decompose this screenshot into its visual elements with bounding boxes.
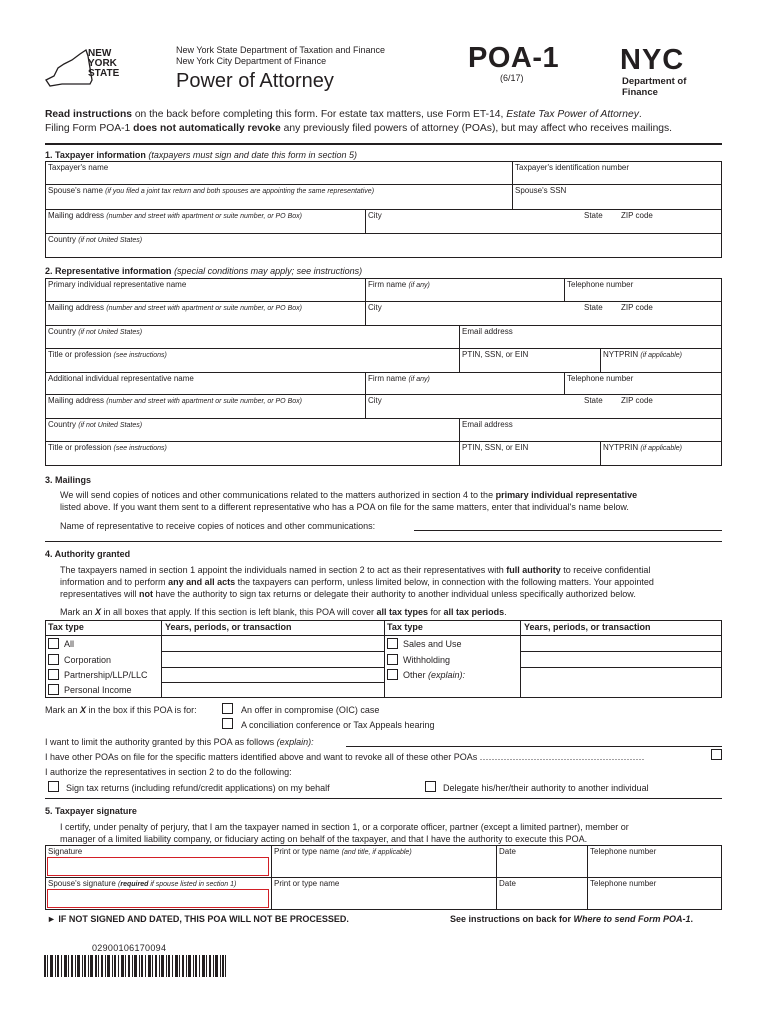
country-label: Country xyxy=(48,235,77,244)
state-label: State xyxy=(584,211,603,220)
revoke-text: I have other POAs on file for the specific matters identified above and want to revoke all of these other POAs xyxy=(45,752,478,762)
spouse-name-note: (if you filed a joint tax return and both spouses are appointing the same representative) xyxy=(105,188,375,195)
spouse-date-label: Date xyxy=(499,879,516,888)
s4-p2b: any and all acts xyxy=(168,577,236,587)
spouse-ssn-field[interactable] xyxy=(512,184,722,210)
primary-nytprin-field[interactable] xyxy=(600,348,722,373)
firm-label: Firm name xyxy=(368,280,407,289)
rep-mailing-label-2: Mailing address xyxy=(48,396,105,405)
taxpayer-mailing-field[interactable] xyxy=(45,209,366,234)
intro-bold: Read instructions xyxy=(45,109,132,120)
s4-p1b: full authority xyxy=(506,565,561,575)
firm-note: (if any) xyxy=(408,282,430,289)
section1-note: (taxpayers must sign and date this form in section 5) xyxy=(148,150,357,160)
spouse-sig-d: if spouse listed in section 1) xyxy=(148,881,237,888)
email-label-2: Email address xyxy=(462,420,513,429)
sign-returns-label: Sign tax returns (including refund/credit applications) on my behalf xyxy=(66,783,330,793)
limit-b: (explain): xyxy=(276,737,314,747)
form-revision: (6/17) xyxy=(500,73,524,83)
mark-e: all tax periods xyxy=(443,607,505,617)
tax-type-all: All xyxy=(64,639,75,649)
checkbox-conciliation[interactable] xyxy=(222,718,233,729)
title-label-2: Title or profession xyxy=(48,443,112,452)
date-label: Date xyxy=(499,847,516,856)
instr-c: . xyxy=(690,914,694,924)
additional-country-field[interactable] xyxy=(45,418,460,442)
section4-mark-instructions xyxy=(60,607,507,617)
checkbox-other[interactable] xyxy=(387,669,398,680)
additional-phone-field[interactable] xyxy=(564,372,722,395)
signature-label: Signature xyxy=(48,847,83,856)
agency-line1: New York State Department of Taxation and Finance xyxy=(176,45,385,55)
authorize-label: I authorize the representatives in section 2 to do the following: xyxy=(45,767,292,777)
section3-text1b: primary individual representative xyxy=(495,490,638,500)
checkbox-withholding[interactable] xyxy=(387,654,398,665)
checkbox-revoke[interactable] xyxy=(711,749,722,760)
section4-p1 xyxy=(60,565,650,575)
checkbox-sales-use[interactable] xyxy=(387,638,398,649)
phone-label: Telephone number xyxy=(567,280,634,289)
nytprin-label: NYTPRIN xyxy=(603,350,639,359)
intro2-rest: any previously filed powers of attorney (POAs), but may affect who receives mailings. xyxy=(280,123,673,134)
nys-logo-line3: STATE xyxy=(88,68,120,79)
mark-f: . xyxy=(504,607,507,617)
intro-italic: Estate Tax Power of Attorney xyxy=(506,109,639,120)
delegate-label: Delegate his/her/their authority to another individual xyxy=(443,783,649,793)
tax-type-other-label: Other xyxy=(403,670,426,680)
primary-email-field[interactable] xyxy=(459,325,722,349)
spouse-sig-a: Spouse's signature xyxy=(48,879,119,888)
spouse-signature-field[interactable] xyxy=(47,889,269,908)
s4-p2c: the taxpayers can perform, unless limited below, in connection with the following matters. Your appointed xyxy=(235,577,654,587)
primary-city-field[interactable] xyxy=(365,301,722,326)
section3-line2: listed above. If you want them sent to a different representative who has a POA on file for the same matters, enter that individual's name below. xyxy=(60,502,629,512)
tax-type-corporation: Corporation xyxy=(64,655,112,665)
checkbox-oic[interactable] xyxy=(222,703,233,714)
intro-line2 xyxy=(45,123,672,134)
rep-city-label: City xyxy=(368,303,382,312)
sig-phone-label: Telephone number xyxy=(590,847,657,856)
additional-city-field[interactable] xyxy=(365,394,722,419)
tax-type-table xyxy=(45,620,722,698)
section2-note: (special conditions may apply; see instructions) xyxy=(174,266,363,276)
mark-c: all tax types xyxy=(376,607,429,617)
rep-state-label-2: State xyxy=(584,396,603,405)
spouse-name-label: Spouse's name xyxy=(48,186,103,195)
divider xyxy=(45,541,722,542)
rep-mailing-note-2: (number and street with apartment or suite number, or PO Box) xyxy=(106,398,302,405)
instr-a: See instructions on back for xyxy=(450,914,574,924)
poa-for-label xyxy=(45,705,197,715)
mailing-label: Mailing address xyxy=(48,211,105,220)
rep-zip-label-2: ZIP code xyxy=(621,396,653,405)
primary-phone-field[interactable] xyxy=(564,278,722,302)
divider xyxy=(45,143,722,145)
mark-d: for xyxy=(428,607,444,617)
not-signed-warning: ► IF NOT SIGNED AND DATED, THIS POA WILL NOT BE PROCESSED. xyxy=(47,914,349,924)
title-note: (see instructions) xyxy=(113,352,167,359)
section3-heading: 3. Mailings xyxy=(45,475,92,485)
nys-logo-line1: NEW xyxy=(88,48,112,59)
rep-country-note: (if not United States) xyxy=(78,329,143,336)
poa-for-a: Mark an xyxy=(45,705,81,715)
primary-rep-name-label: Primary individual representative name xyxy=(48,280,187,289)
checkbox-all[interactable] xyxy=(48,638,59,649)
primary-country-field[interactable] xyxy=(45,325,460,349)
intro-line1 xyxy=(45,109,642,120)
ptin-label-2: PTIN, SSN, or EIN xyxy=(462,443,529,452)
firm-note-2: (if any) xyxy=(408,376,430,383)
rep-country-label: Country xyxy=(48,327,77,336)
barcode-icon xyxy=(44,955,226,977)
spouse-print-name-label: Print or type name xyxy=(274,879,340,888)
section3-line3: Name of representative to receive copies of notices and other communications: xyxy=(60,521,376,531)
mark-x: X xyxy=(95,607,102,617)
nyc-dept-text: Department of Finance xyxy=(622,76,687,98)
mailing-rep-name-input[interactable] xyxy=(414,530,722,531)
tax-type-sales-use: Sales and Use xyxy=(403,639,462,649)
taxpayer-city-field[interactable] xyxy=(365,209,722,234)
section4-heading: 4. Authority granted xyxy=(45,549,131,559)
firm-label-2: Firm name xyxy=(368,374,407,383)
taxpayer-country-field[interactable] xyxy=(45,233,722,258)
poa-for-b: in the box if this POA is for: xyxy=(86,705,197,715)
primary-firm-field[interactable] xyxy=(365,278,565,302)
print-name-note: (and title, if applicable) xyxy=(341,849,412,856)
taxpayer-name-label: Taxpayer's name xyxy=(48,163,109,172)
barcode xyxy=(44,955,226,977)
spouse-phone-label: Telephone number xyxy=(590,879,657,888)
tax-type-personal-income: Personal Income xyxy=(64,685,132,695)
spouse-ssn-label: Spouse's SSN xyxy=(515,186,567,195)
spouse-sig-b: ( xyxy=(118,881,121,888)
col-years-right: Years, periods, or transaction xyxy=(524,622,651,632)
s4-p3b: not xyxy=(139,589,154,599)
additional-firm-field[interactable] xyxy=(365,372,565,395)
nytprin-label-2: NYTPRIN xyxy=(603,443,639,452)
certification-line2: manager of a limited liability company, or fiduciary acting on behalf of the taxpayer, and that I have the authority to execute this POA. xyxy=(60,834,588,844)
section2-heading xyxy=(45,266,362,276)
nyc-logo-text: NYC xyxy=(620,44,685,76)
taxpayer-id-field[interactable] xyxy=(512,161,722,185)
conciliation-label: A conciliation conference or Tax Appeals hearing xyxy=(241,720,435,730)
checkbox-sign-returns[interactable] xyxy=(48,781,59,792)
title-note-2: (see instructions) xyxy=(113,445,167,452)
spouse-name-field[interactable] xyxy=(45,184,513,210)
section2-title: 2. Representative information xyxy=(45,266,172,276)
oic-label: An offer in compromise (OIC) case xyxy=(241,705,380,715)
signature-date-field[interactable] xyxy=(496,845,588,878)
section3-text1a: We will send copies of notices and other communications related to the matters authorized in section 4 to the xyxy=(60,490,496,500)
checkbox-delegate[interactable] xyxy=(425,781,436,792)
ptin-label: PTIN, SSN, or EIN xyxy=(462,350,529,359)
additional-title-field[interactable] xyxy=(45,441,460,466)
section4-p3 xyxy=(60,589,636,599)
divider xyxy=(45,798,722,799)
intro2-start: Filing Form POA-1 xyxy=(45,123,134,134)
city-label: City xyxy=(368,211,382,220)
instr-b: Where to send Form POA-1 xyxy=(573,914,691,924)
form-number: POA-1 xyxy=(468,42,560,74)
spouse-sig-c: required xyxy=(120,881,149,888)
rep-city-label-2: City xyxy=(368,396,382,405)
spouse-date-field[interactable] xyxy=(496,877,588,910)
section4-p2 xyxy=(60,577,654,587)
email-label: Email address xyxy=(462,327,513,336)
rep-mailing-label: Mailing address xyxy=(48,303,105,312)
rep-mailing-note: (number and street with apartment or suite number, or PO Box) xyxy=(106,305,302,312)
section3-line1 xyxy=(60,490,637,500)
phone-label-2: Telephone number xyxy=(567,374,634,383)
primary-ptin-field[interactable] xyxy=(459,348,601,373)
rep-country-label-2: Country xyxy=(48,420,77,429)
nys-logo xyxy=(44,46,126,90)
s4-p1a: The taxpayers named in section 1 appoint the individuals named in section 2 to act as their representatives with xyxy=(60,565,507,575)
nytprin-note: (if applicable) xyxy=(640,352,682,359)
nyc-logo xyxy=(620,44,720,98)
primary-mailing-field[interactable] xyxy=(45,301,366,326)
certification-line1: I certify, under penalty of perjury, that I am the taxpayer named in section 1, or a corporate officer, partner (except a limited partner), member or xyxy=(60,822,629,832)
additional-email-field[interactable] xyxy=(459,418,722,442)
agency-line2: New York City Department of Finance xyxy=(176,56,327,66)
print-name-field[interactable] xyxy=(271,845,497,878)
s4-p3a: representatives will xyxy=(60,589,140,599)
revoke-label: I have other POAs on file for the specific matters identified above and want to revoke all of these other POAs ....................................................... xyxy=(45,752,645,762)
additional-mailing-field[interactable] xyxy=(45,394,366,419)
print-name-label: Print or type name xyxy=(274,847,340,856)
tax-type-other-note: (explain): xyxy=(428,670,466,680)
primary-title-field[interactable] xyxy=(45,348,460,373)
nys-logo-line2: YORK xyxy=(88,58,117,69)
additional-rep-name-field[interactable] xyxy=(45,372,366,395)
zip-label: ZIP code xyxy=(621,211,653,220)
checkbox-corporation[interactable] xyxy=(48,654,59,665)
limit-a: I want to limit the authority granted by this POA as follows xyxy=(45,737,277,747)
barcode-number: 02900106170094 xyxy=(92,943,167,953)
spouse-phone-field[interactable] xyxy=(587,877,722,910)
instructions-back-note xyxy=(450,914,693,924)
rep-country-note-2: (if not United States) xyxy=(78,422,143,429)
tax-type-withholding: Withholding xyxy=(403,655,451,665)
s4-p1c: to receive confidential xyxy=(560,565,651,575)
col-tax-type-left: Tax type xyxy=(48,622,84,632)
rep-state-label: State xyxy=(584,303,603,312)
tax-type-partnership: Partnership/LLP/LLC xyxy=(64,670,148,680)
tax-type-other xyxy=(403,670,465,680)
signature-field[interactable] xyxy=(47,857,269,876)
section1-title: 1. Taxpayer information xyxy=(45,150,146,160)
poa-for-x: X xyxy=(80,705,87,715)
country-note: (if not United States) xyxy=(78,237,143,244)
taxpayer-id-label: Taxpayer's identification number xyxy=(515,163,630,172)
mark-b: in all boxes that apply. If this section is left blank, this POA will cover xyxy=(101,607,377,617)
intro-text: on the back before completing this form. For estate tax matters, use Form ET-14, xyxy=(131,109,507,120)
s4-p3c: have the authority to sign tax returns or delegate their authority to another individual unless specifically authorized below. xyxy=(153,589,636,599)
intro-end: . xyxy=(638,109,642,120)
additional-ptin-field[interactable] xyxy=(459,441,601,466)
taxpayer-name-field[interactable] xyxy=(45,161,513,185)
limit-authority-input[interactable] xyxy=(346,746,722,747)
rep-zip-label: ZIP code xyxy=(621,303,653,312)
spouse-print-name-field[interactable] xyxy=(271,877,497,910)
additional-rep-name-label: Additional individual representative name xyxy=(48,374,194,383)
mark-a: Mark an xyxy=(60,607,96,617)
title-label: Title or profession xyxy=(48,350,112,359)
form-title: Power of Attorney xyxy=(176,70,334,92)
nytprin-note-2: (if applicable) xyxy=(640,445,682,452)
limit-authority-label xyxy=(45,737,314,747)
checkbox-personal-income[interactable] xyxy=(48,684,59,695)
checkbox-partnership[interactable] xyxy=(48,669,59,680)
additional-nytprin-field[interactable] xyxy=(600,441,722,466)
primary-rep-name-field[interactable] xyxy=(45,278,366,302)
signature-phone-field[interactable] xyxy=(587,845,722,878)
mailing-note: (number and street with apartment or suite number, or PO Box) xyxy=(106,213,302,220)
s4-p2a: information and to perform xyxy=(60,577,169,587)
col-years-left: Years, periods, or transaction xyxy=(165,622,292,632)
section5-heading: 5. Taxpayer signature xyxy=(45,806,137,816)
intro2-bold: does not automatically revoke xyxy=(133,123,281,134)
col-tax-type-right: Tax type xyxy=(387,622,423,632)
section1-heading xyxy=(45,150,357,160)
